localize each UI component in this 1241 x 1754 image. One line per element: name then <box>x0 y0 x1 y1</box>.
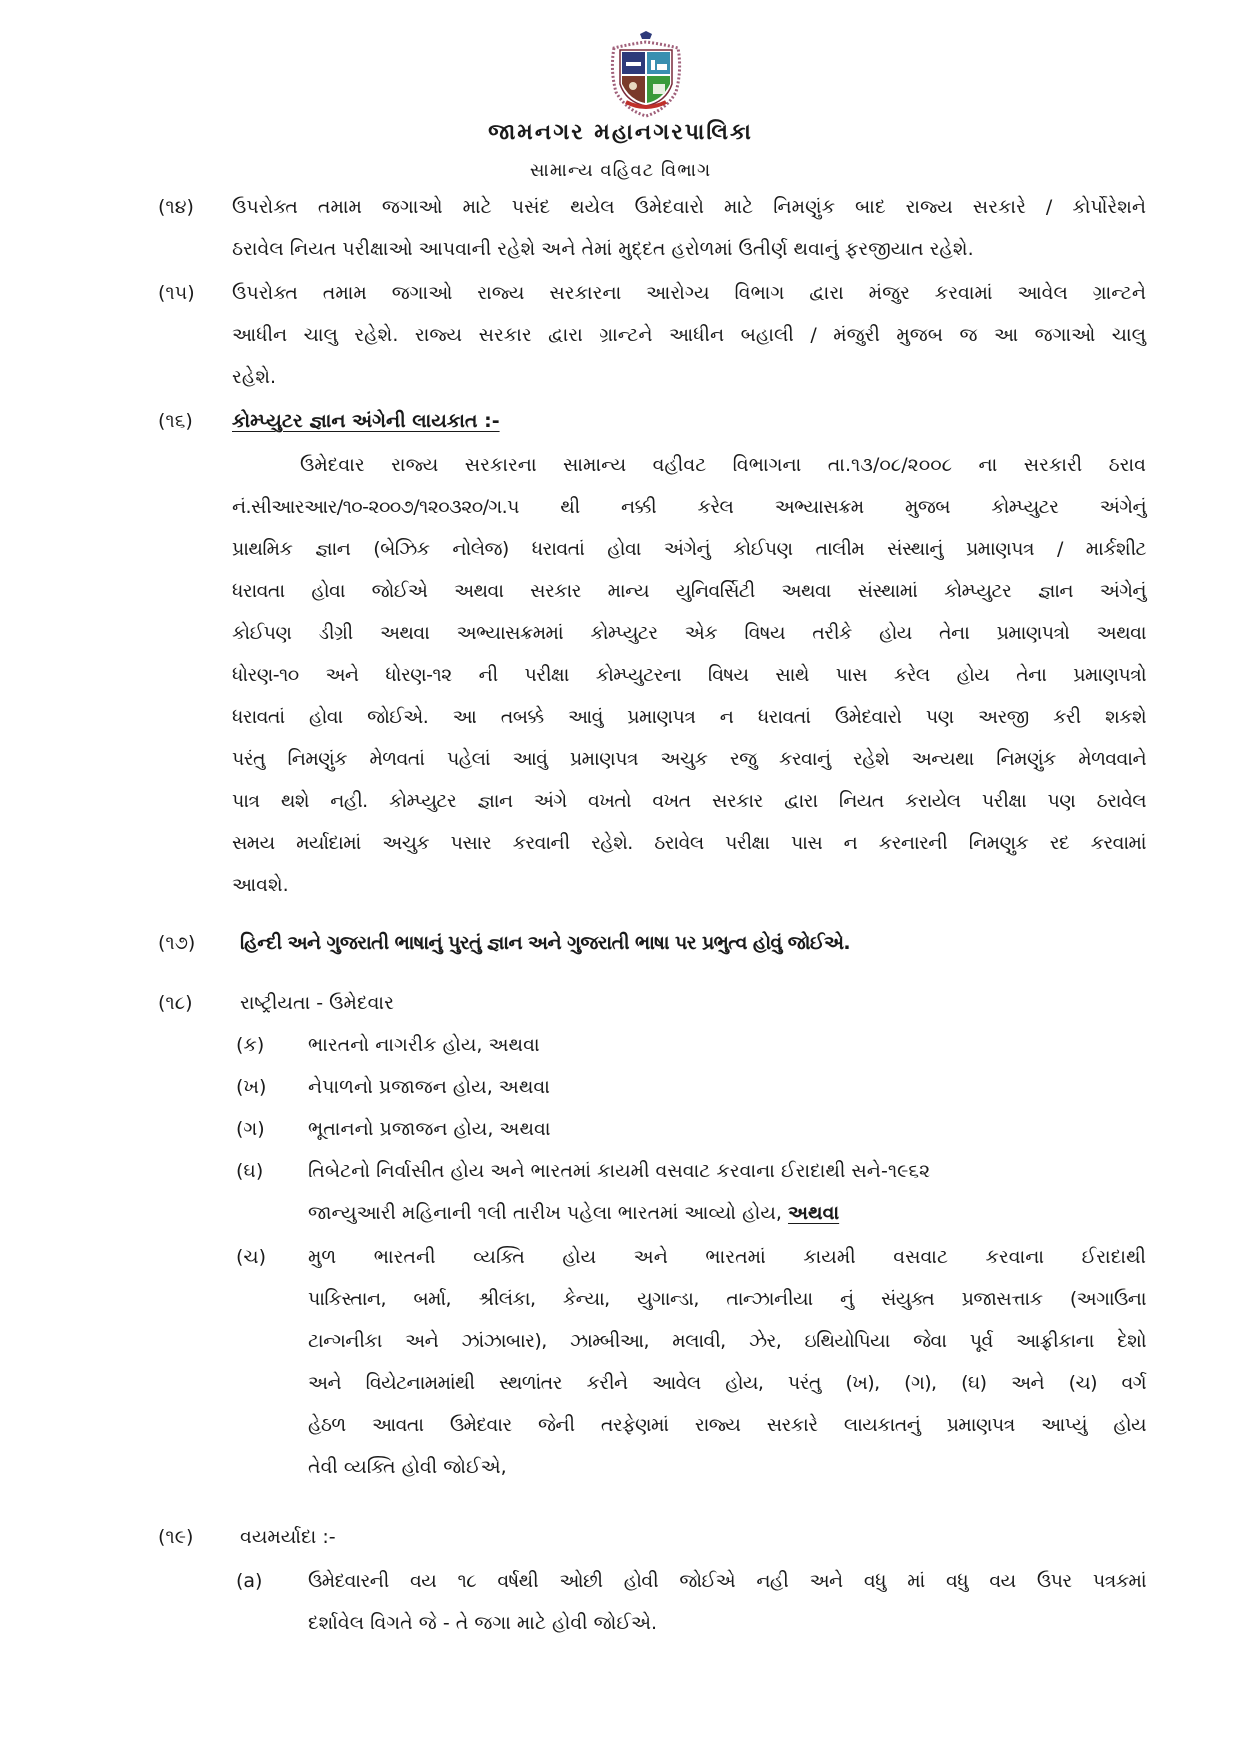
sub-item-line: મુળ ભારતની વ્યક્તિ હોય અને ભારતમાં કાયમી વસવાટ કરવાના ઈરાદાથી <box>308 1246 1146 1268</box>
clause-line: પ્રાથમિક જ્ઞાન (બેઝિક નોલેજ) ધરાવતાં હોવા અંગેનું કોઈપણ તાલીમ સંસ્થાનું પ્રમાણપત્ર / માર્કશીટ <box>232 538 1146 560</box>
sub-item-line: અને વિયેટનામમાંથી સ્થળાંતર કરીને આવેલ હોય, પરંતુ (ખ), (ગ), (ઘ) અને (ચ) વર્ગ <box>308 1372 1146 1394</box>
clause-number: (૧૬) <box>158 410 193 432</box>
department-name: સામાન્ય વહિવટ વિભાગ <box>529 160 712 181</box>
sub-item-line: દર્શાવેલ વિગતે જે - તે જગા માટે હોવી જોઈએ. <box>308 1612 658 1634</box>
clause-line: આધીન ચાલુ રહેશે. રાજ્ય સરકાર દ્વારા ગ્રાન્ટને આધીન બહાલી / મંજુરી મુજબ જ આ જગાઓ ચાલુ <box>232 324 1146 346</box>
sub-item-label: (ખ) <box>236 1076 267 1098</box>
clause-number: (૧૯) <box>158 1526 194 1548</box>
sub-item-line: પાકિસ્તાન, બર્મા, શ્રીલંકા, કેન્યા, યુગાન્ડા, તાન્ઝાનીયા નું સંયુક્ત પ્રજાસત્તાક (અગાઉના <box>308 1288 1146 1310</box>
clause-line: રહેશે. <box>232 366 277 388</box>
clause-text: હિન્દી અને ગુજરાતી ભાષાનું પુરતું જ્ઞાન અને ગુજરાતી ભાષા પર પ્રભુત્વ હોવું જોઈએ. <box>240 932 851 954</box>
sub-item-line: ટાન્ગનીકા અને ઝાંઝાબાર), ઝામ્બીઆ, મલાવી, ઝેર, ઇથિયોપિયા જેવા પૂર્વ આફ્રીકાના દેશો <box>308 1330 1146 1352</box>
sub-item-label: (ગ) <box>236 1118 265 1140</box>
clause-line: ધોરણ-૧૦ અને ધોરણ-૧૨ ની પરીક્ષા કોમ્પ્યુટરના વિષય સાથે પાસ કરેલ હોય તેના પ્રમાણપત્રો <box>232 664 1146 686</box>
sub-item-line: નેપાળનો પ્રજાજન હોય, અથવા <box>308 1076 550 1098</box>
sub-item-label: (ઘ) <box>236 1160 264 1182</box>
clause-line: સમય મર્યાદામાં અચુક પસાર કરવાની રહેશે. ઠરાવેલ પરીક્ષા પાસ ન કરનારની નિમણુક રદ કરવામાં <box>232 832 1146 854</box>
clause-number: (૧૮) <box>158 992 193 1014</box>
clause-line: ઠરાવેલ નિયત પરીક્ષાઓ આપવાની રહેશે અને તેમાં મુદ્દત હરોળમાં ઉતીર્ણ થવાનું ફરજીયાત રહેશે. <box>232 238 974 260</box>
clause-line: નં.સીઆરઆર/૧૦-૨૦૦૭/૧૨૦૩૨૦/ગ.પ થી નક્કી કરેલ અભ્યાસક્રમ મુજબ કોમ્પ્યુટર અંગેનું <box>232 496 1146 518</box>
sub-item-line: ભારતનો નાગરીક હોય, અથવા <box>308 1034 540 1056</box>
clause-number: (૧૫) <box>158 282 195 304</box>
clause-line: ઉમેદવાર રાજ્ય સરકારના સામાન્ય વહીવટ વિભાગના તા.૧૩/૦૮/૨૦૦૮ ના સરકારી ઠરાવ <box>300 454 1146 476</box>
sub-item-label: (ક) <box>236 1034 265 1056</box>
clause-line: કોઈપણ ડીગ્રી અથવા અભ્યાસક્રમમાં કોમ્પ્યુટર એક વિષય તરીકે હોય તેના પ્રમાણપત્રો અથવા <box>232 622 1146 644</box>
sub-item-line: તેવી વ્યક્તિ હોવી જોઈએ, <box>308 1456 507 1478</box>
sub-item-line: ભૂતાનનો પ્રજાજન હોય, અથવા <box>308 1118 551 1140</box>
clause-heading: રાષ્ટ્રીયતા - ઉમેદવાર <box>240 992 394 1014</box>
sub-item-label: (a) <box>236 1570 263 1592</box>
sub-item-label: (ચ) <box>236 1246 267 1268</box>
clause-line: આવશે. <box>232 874 289 896</box>
sub-item-line: હેઠળ આવતા ઉમેદવાર જેની તરફેણમાં રાજ્ય સરકારે લાયકાતનું પ્રમાણપત્ર આપ્યું હોય <box>308 1414 1146 1436</box>
clause-line: ઉપરોક્ત તમામ જગાઓ માટે પસંદ થયેલ ઉમેદવારો માટે નિમણુંક બાદ રાજ્ય સરકારે / કોર્પોરેશને <box>232 196 1146 218</box>
clause-heading: વયમર્યાદા :- <box>240 1526 336 1548</box>
municipal-emblem-icon <box>606 30 686 120</box>
clause-line: પરંતુ નિમણુંક મેળવતાં પહેલાં આવું પ્રમાણપત્ર અચુક રજુ કરવાનું રહેશે અન્યથા નિમણુંક મેળવવાને <box>232 748 1146 770</box>
sub-item-line: ઉમેદવારની વય ૧૮ વર્ષથી ઓછી હોવી જોઈએ નહી અને વધુ માં વધુ વય ઉપર પત્રકમાં <box>308 1570 1146 1592</box>
sub-item-line: તિબેટનો નિર્વાસીત હોય અને ભારતમાં કાયમી વસવાટ કરવાના ઈરાદાથી સને-૧૯૬૨ <box>308 1160 931 1182</box>
sub-item-text: જાન્યુઆરી મહિનાની ૧લી તારીખ પહેલા ભારતમાં આવ્યો હોય, <box>308 1202 782 1224</box>
clause-heading: કોમ્પ્યુટર જ્ઞાન અંગેની લાયકાત :- <box>232 410 500 432</box>
clause-number: (૧૪) <box>158 196 194 218</box>
clause-line: ધરાવતાં હોવા જોઈએ. આ તબક્કે આવું પ્રમાણપત્ર ન ધરાવતાં ઉમેદવારો પણ અરજી કરી શકશે <box>232 706 1146 728</box>
clause-line: ઉપરોક્ત તમામ જગાઓ રાજ્ય સરકારના આરોગ્ય વિભાગ દ્વારા મંજુર કરવામાં આવેલ ગ્રાન્ટને <box>232 282 1146 304</box>
clause-number: (૧૭) <box>158 932 196 954</box>
clause-line: પાત્ર થશે નહી. કોમ્પ્યુટર જ્ઞાન અંગે વખતો વખત સરકાર દ્વારા નિયત કરાયેલ પરીક્ષા પણ ઠરાવેલ <box>232 790 1146 812</box>
emphasis-or: અથવા <box>788 1202 840 1224</box>
clause-line: ધરાવતા હોવા જોઈએ અથવા સરકાર માન્ય યુનિવર્સિટી અથવા સંસ્થામાં કોમ્પ્યુટર જ્ઞાન અંગેનું <box>232 580 1146 602</box>
sub-item-line-with-emphasis <box>308 1202 839 1224</box>
organization-name: જામનગર મહાનગરપાલિકા <box>488 120 753 145</box>
